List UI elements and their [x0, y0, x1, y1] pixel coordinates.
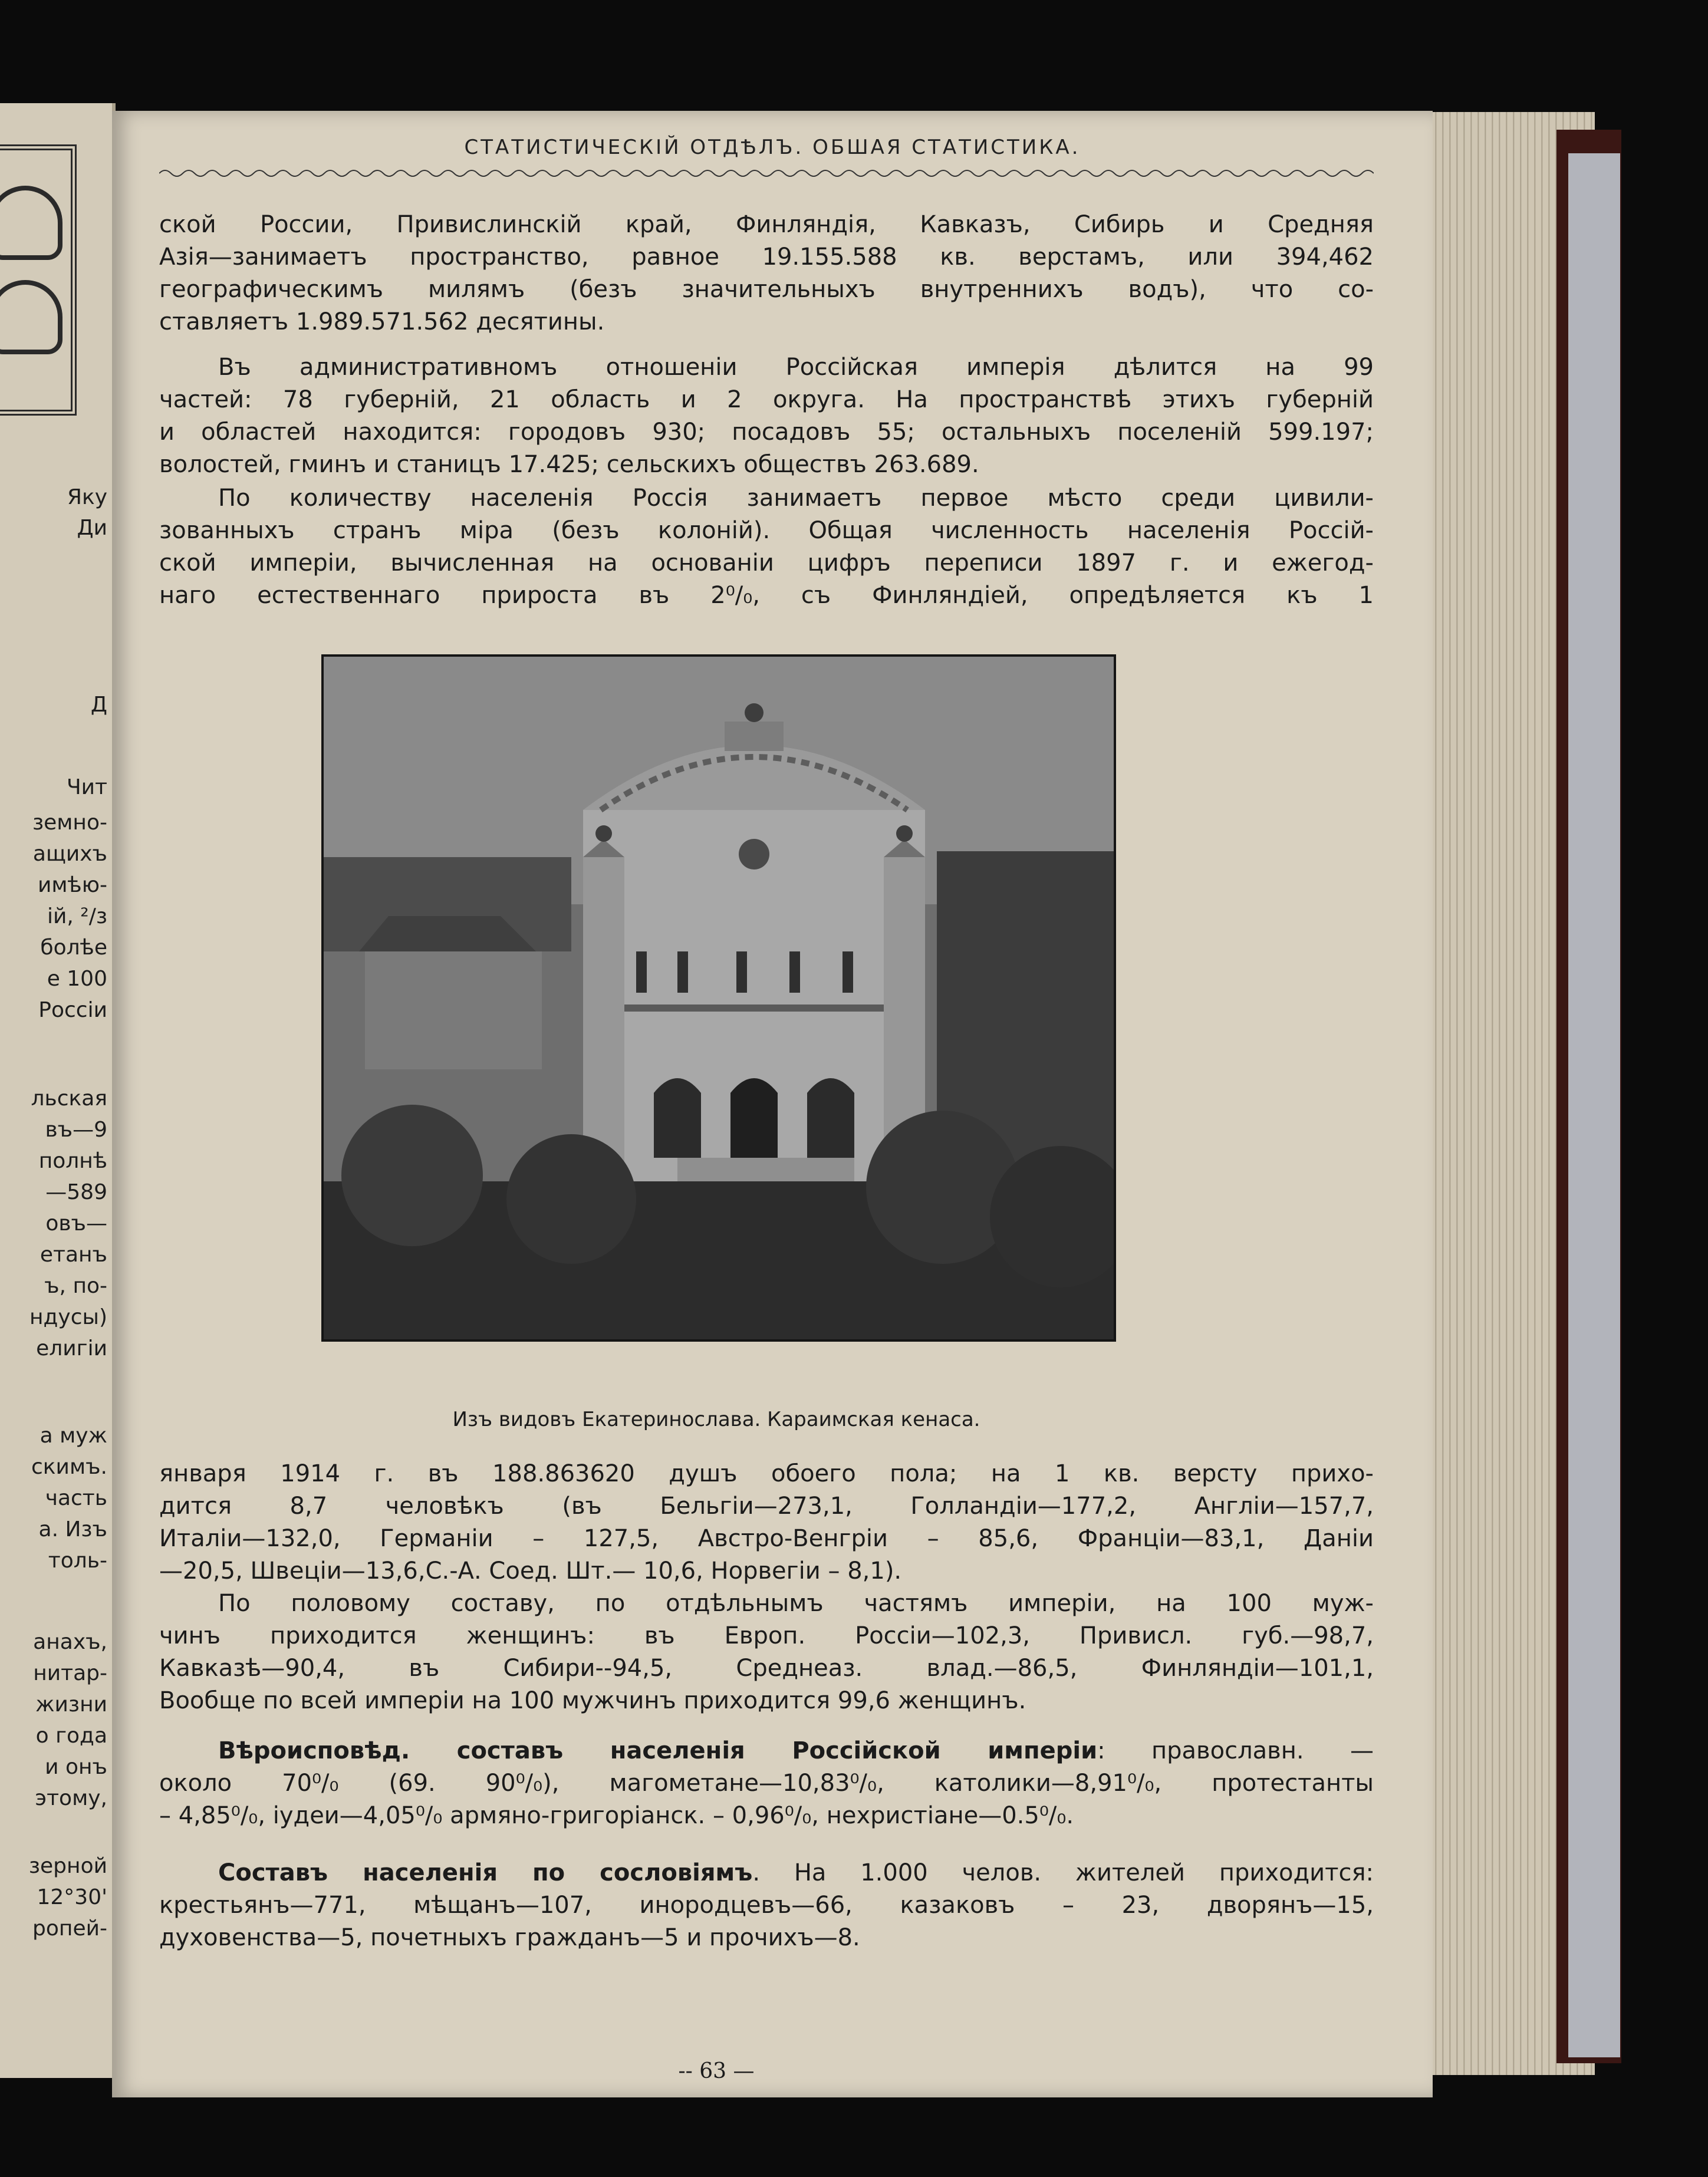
left-fragment: овъ— — [45, 1211, 107, 1236]
left-fragment: льская — [31, 1086, 107, 1111]
left-fragment: ндусы) — [29, 1305, 107, 1329]
text-line: Вообще по всей имперіи на 100 мужчинъ приходится 99,6 женщинъ. — [159, 1687, 1026, 1714]
left-fragment: ащихъ — [32, 842, 107, 866]
left-fragment: толь- — [48, 1549, 107, 1573]
left-fragment: ъ, по- — [44, 1274, 107, 1298]
left-fragment: анахъ, — [33, 1630, 107, 1654]
text-line: около 70⁰/₀ (69. 90⁰/₀), магометане—10,83⁰/₀, католики—8,91⁰/₀, протестанты — [159, 1770, 1374, 1797]
left-fragment: земно- — [32, 811, 107, 835]
text-line: ставляетъ 1.989.571.562 десятины. — [159, 308, 605, 335]
left-fragment: этому, — [35, 1786, 107, 1810]
left-fragment: зерной — [28, 1854, 107, 1878]
text-line: Азія—занимаетъ пространство, равное 19.155.588 кв. верстамъ, или 394,462 — [159, 243, 1374, 271]
header-rule — [159, 167, 1374, 179]
text-line — [159, 1857, 1374, 1889]
text-line: частей: 78 губерній, 21 область и 2 округа. На пространствѣ этихъ губерній — [159, 386, 1374, 413]
text-line: ской имперіи, вычисленная на основаніи цифръ переписи 1897 г. и ежегод- — [159, 549, 1374, 577]
text-line: Кавказѣ—90,4, въ Сибири--94,5, Среднеаз. влад.—86,5, Финляндіи—101,1, — [159, 1655, 1374, 1682]
left-page — [0, 103, 116, 2078]
left-fragment: елигіи — [36, 1336, 107, 1361]
left-fragment: а. Изъ — [38, 1517, 107, 1542]
ornament-loop — [0, 280, 62, 354]
left-fragment: Яку — [67, 485, 107, 509]
left-fragment: Россіи — [38, 998, 107, 1022]
text-line: чинъ приходится женщинъ: въ Европ. Россіи—102,3, Привисл. губ.—98,7, — [159, 1622, 1374, 1649]
text-line: духовенства—5, почетныхъ гражданъ—5 и прочихъ—8. — [159, 1924, 860, 1951]
photo-caption: Изъ видовъ Екатеринослава. Караимская кенаса. — [452, 1408, 980, 1431]
left-fragment: болѣе — [40, 936, 107, 960]
left-fragment: —589 — [45, 1180, 107, 1204]
text-line: Въ административномъ отношеніи Россійская имперія дѣлится на 99 — [218, 354, 1374, 381]
paragraph-administration — [159, 351, 1374, 481]
text-line: —20,5, Швеціи—13,6,С.-А. Соед. Шт.— 10,6, Норвегіи – 8,1). — [159, 1557, 902, 1585]
section-heading: Составъ населенія по сословіямъ — [218, 1859, 753, 1886]
text-line: По количеству населенія Россія занимаетъ первое мѣсто среди цивили- — [218, 485, 1374, 512]
running-head: СТАТИСТИЧЕСКІЙ ОТДѢЛЪ. ОБШАЯ СТАТИСТИКА. — [464, 136, 1081, 159]
paragraph-gender — [159, 1588, 1374, 1717]
text-span: : православн. — — [1097, 1737, 1374, 1764]
left-fragment: нитар- — [33, 1661, 107, 1685]
left-fragment: скимъ. — [31, 1455, 107, 1479]
text-line: географическимъ милямъ (безъ значительныхъ внутреннихъ водъ), что со- — [159, 276, 1374, 303]
left-fragment: Чит — [66, 775, 107, 799]
text-line: и областей находится: городовъ 930; посадовъ 55; остальныхъ поселеній 599.197; — [159, 419, 1374, 446]
page-number: -- 63 — — [678, 2059, 755, 2083]
left-fragment: въ—9 — [45, 1118, 107, 1142]
text-span: . На 1.000 челов. жителей приходится: — [752, 1859, 1374, 1886]
photo-karaite-kenesa — [321, 654, 1116, 1342]
text-line: наго естественнаго прироста въ 2⁰/₀, съ Финляндіей, опредѣляется къ 1 — [159, 582, 1374, 609]
paragraph-religion — [159, 1735, 1374, 1832]
text-line: зованныхъ странъ міра (безъ колоній). Общая численность населенія Россій- — [159, 517, 1374, 544]
left-fragment: Д — [90, 693, 107, 717]
text-line: января 1914 г. въ 188.863620 душъ обоего пола; на 1 кв. версту прихо- — [159, 1460, 1374, 1487]
left-fragment: етанъ — [40, 1243, 107, 1267]
left-fragment: жизни — [35, 1692, 107, 1717]
left-fragment: е 100 — [47, 967, 107, 991]
synagogue-illustration — [324, 657, 1114, 1339]
left-fragment: имѣю- — [37, 873, 107, 897]
paragraph-density — [159, 1458, 1374, 1588]
gray-card — [1568, 153, 1620, 2057]
text-line: Италіи—132,0, Германіи – 127,5, Австро-Венгріи – 85,6, Франціи—83,1, Даніи — [159, 1525, 1374, 1552]
left-fragment: ропей- — [32, 1916, 107, 1941]
left-fragment: ій, ²/з — [47, 904, 107, 928]
left-fragment: Ди — [77, 516, 107, 540]
ornament-loop — [0, 186, 62, 260]
text-line: дится 8,7 человѣкъ (въ Бельгіи—273,1, Голландіи—177,2, Англіи—157,7, — [159, 1493, 1374, 1520]
paragraph-population — [159, 482, 1374, 612]
left-fragment: часть — [45, 1486, 107, 1510]
left-fragment: и онъ — [45, 1755, 107, 1779]
text-line: – 4,85⁰/₀, іудеи—4,05⁰/₀ армяно-григоріанск. – 0,96⁰/₀, нехристіане—0.5⁰/₀. — [159, 1802, 1074, 1829]
left-fragment: о года — [35, 1724, 107, 1748]
text-line: волостей, гминъ и станицъ 17.425; сельскихъ обществъ 263.689. — [159, 451, 979, 478]
text-line: крестьянъ—771, мѣщанъ—107, инородцевъ—66, казаковъ – 23, дворянъ—15, — [159, 1892, 1374, 1919]
text-line: ской России, Привислинскій край, Финляндія, Кавказъ, Сибирь и Средняя — [159, 211, 1374, 238]
ornament-frame — [0, 144, 77, 416]
left-fragment: 12°30' — [37, 1885, 107, 1909]
text-line: По половому составу, по отдѣльнымъ частямъ имперіи, на 100 муж- — [218, 1590, 1374, 1617]
left-fragment: полнѣ — [38, 1149, 107, 1173]
paragraph-territory — [159, 209, 1374, 338]
section-heading: Вѣроисповѣд. составъ населенія Россійской имперіи — [218, 1737, 1098, 1764]
left-fragment: а муж — [40, 1424, 107, 1448]
paragraph-estates — [159, 1857, 1374, 1954]
text-line — [159, 1735, 1374, 1767]
main-page — [112, 111, 1433, 2097]
